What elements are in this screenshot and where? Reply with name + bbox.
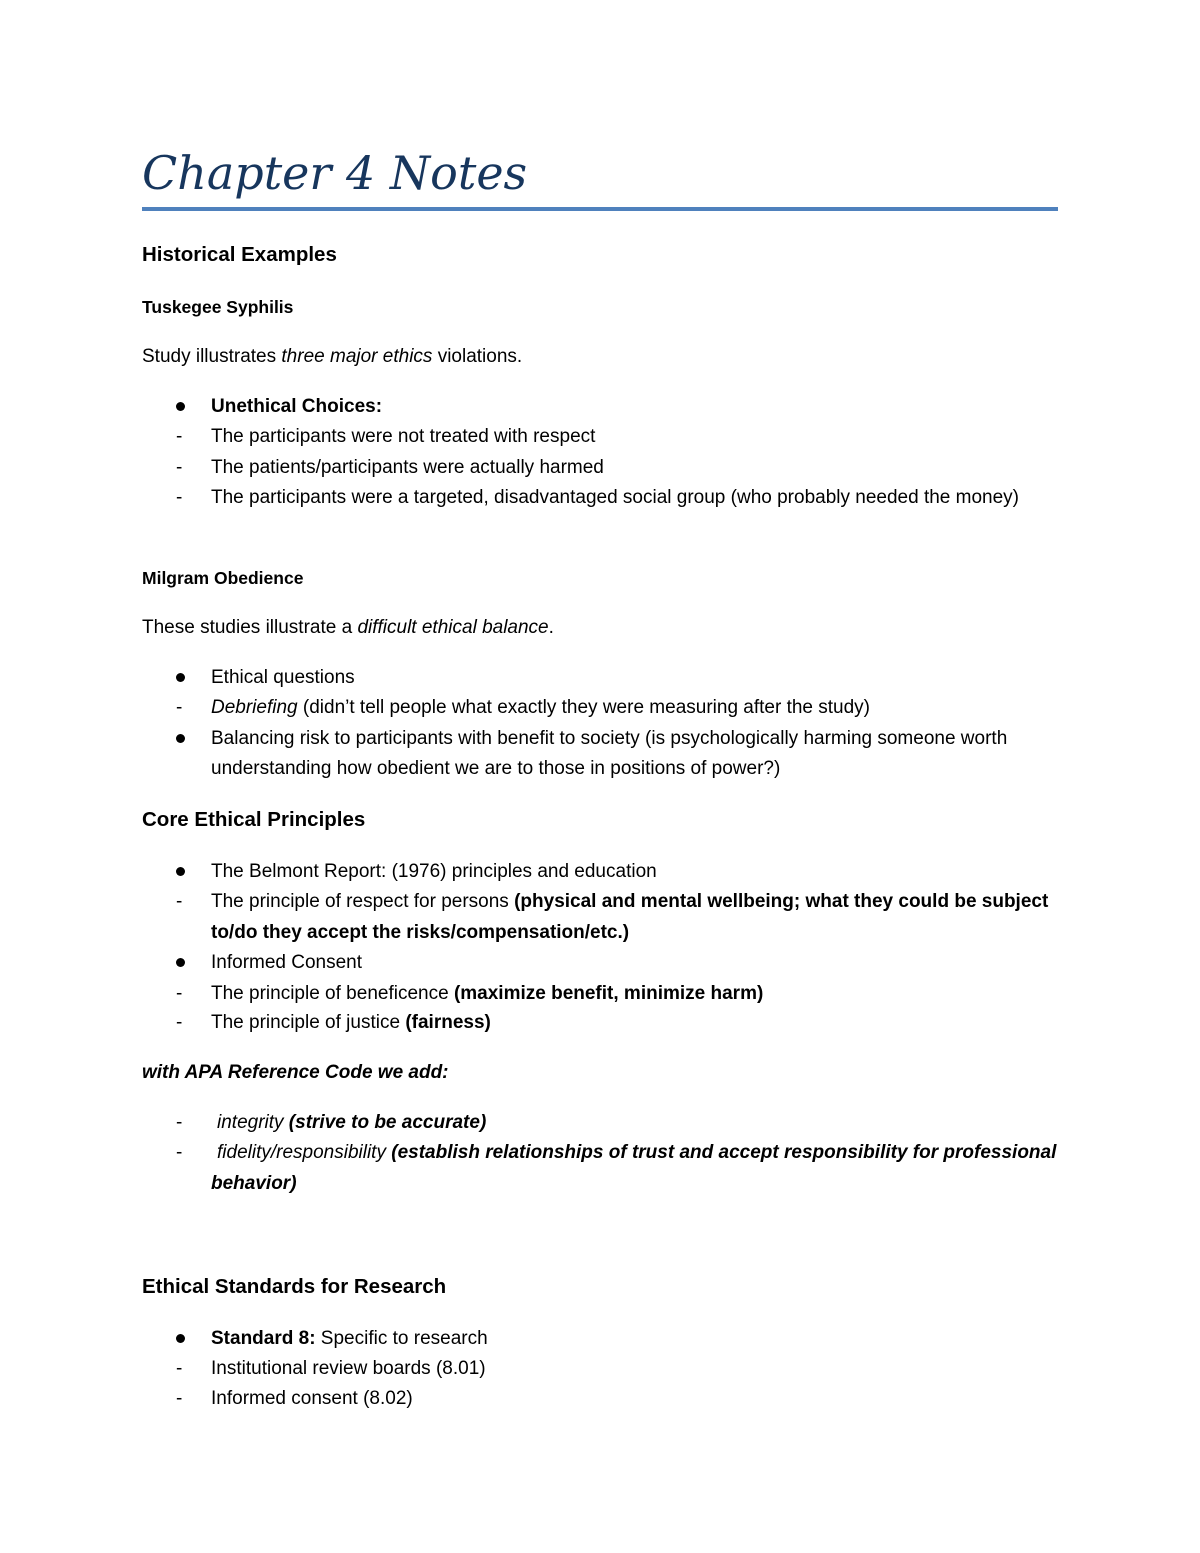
dash-marker: - bbox=[176, 983, 183, 1004]
list-item: - Institutional review boards (8.01) bbox=[176, 1358, 486, 1379]
bullet-marker bbox=[176, 1334, 185, 1343]
apa-intro: with APA Reference Code we add: bbox=[142, 1062, 449, 1083]
title-underline bbox=[142, 207, 1058, 211]
dash-marker: - bbox=[176, 426, 183, 447]
list-item: - integrity (strive to be accurate) bbox=[176, 1112, 487, 1133]
list-item: - The patients/participants were actually harmed bbox=[176, 457, 604, 478]
list-item: - The participants were a targeted, disadvantaged social group (who probably needed the money) bbox=[176, 487, 1020, 508]
list-item: - The principle of respect for persons (physical and mental wellbeing; what they could be subject bbox=[176, 891, 1049, 912]
list-item: - The participants were not treated with respect bbox=[176, 426, 596, 447]
section-heading-core: Core Ethical Principles bbox=[142, 808, 366, 831]
bullet-marker bbox=[176, 867, 185, 876]
list-item: - The principle of justice (fairness) bbox=[176, 1012, 491, 1033]
page-title: Chapter 4 Notes bbox=[142, 146, 528, 200]
section-heading-standards: Ethical Standards for Research bbox=[142, 1275, 447, 1298]
bullet-marker bbox=[176, 402, 185, 411]
dash-marker: - bbox=[176, 1112, 183, 1133]
list-item: Unethical Choices: bbox=[0, 395, 1200, 419]
list-item-continuation: understanding how obedient we are to those in positions of power?) bbox=[211, 758, 781, 779]
dash-marker: - bbox=[176, 457, 183, 478]
dash-marker: - bbox=[176, 697, 183, 718]
list-item: The Belmont Report: (1976) principles and education bbox=[0, 860, 1200, 884]
list-item: Standard 8: Specific to research bbox=[0, 1327, 1200, 1351]
bullet-marker bbox=[176, 734, 185, 743]
dash-marker: - bbox=[176, 1388, 183, 1409]
subheading-tuskegee: Tuskegee Syphilis bbox=[142, 297, 294, 317]
list-item: Balancing risk to participants with benefit to society (is psychologically harming someone worth bbox=[0, 727, 1200, 751]
milgram-intro: These studies illustrate a difficult ethical balance. bbox=[142, 617, 554, 638]
list-item: Informed Consent bbox=[0, 951, 1200, 975]
bullet-marker bbox=[176, 958, 185, 967]
subheading-milgram: Milgram Obedience bbox=[142, 568, 304, 588]
bullet-marker bbox=[176, 673, 185, 682]
list-item-continuation: to/do they accept the risks/compensation/etc.) bbox=[211, 922, 630, 943]
dash-marker: - bbox=[176, 1358, 183, 1379]
dash-marker: - bbox=[176, 1142, 183, 1163]
tuskegee-intro: Study illustrates three major ethics violations. bbox=[142, 346, 523, 367]
list-item: - fidelity/responsibility (establish relationships of trust and accept responsibility for professional bbox=[176, 1142, 1057, 1163]
list-item: Ethical questions bbox=[0, 666, 1200, 690]
dash-marker: - bbox=[176, 487, 183, 508]
list-item-continuation: behavior) bbox=[211, 1173, 297, 1194]
dash-marker: - bbox=[176, 891, 183, 912]
section-heading-historical: Historical Examples bbox=[142, 243, 337, 266]
list-item: - The principle of beneficence (maximize benefit, minimize harm) bbox=[176, 983, 764, 1004]
list-item: - Debriefing (didn’t tell people what exactly they were measuring after the study) bbox=[176, 697, 871, 718]
list-item: - Informed consent (8.02) bbox=[176, 1388, 413, 1409]
dash-marker: - bbox=[176, 1012, 183, 1033]
